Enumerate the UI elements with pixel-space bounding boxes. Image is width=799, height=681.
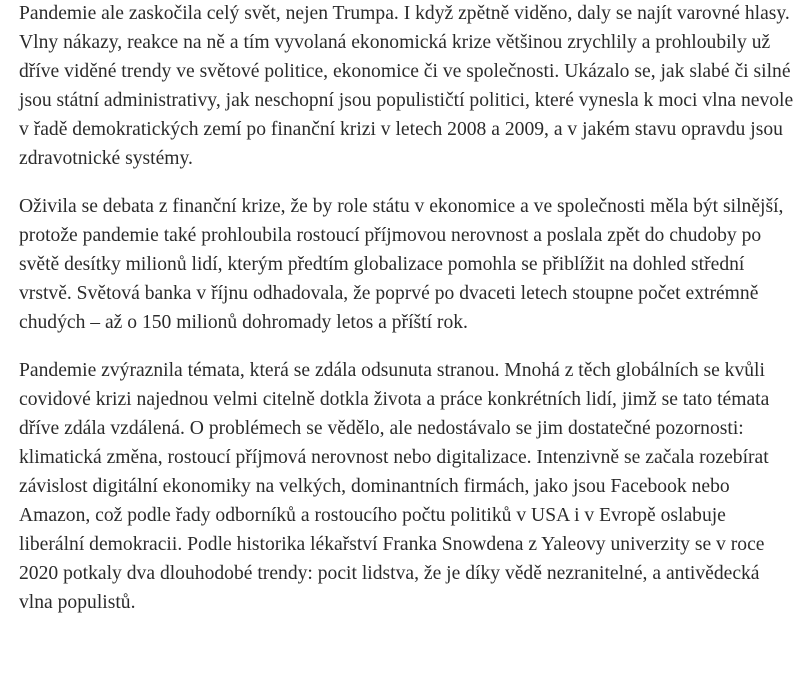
paragraph-1: Pandemie ale zaskočila celý svět, nejen Trumpa. I když zpětně viděno, daly se najít varovné hlasy. Vlny nákazy, reakce na ně a tím vyvolaná ekonomická krize většinou zrychlily a prohloubily už dříve viděné trendy ve světové politice, ekonomice či ve společnosti. Ukázalo se, jak slabé či silné jsou státní administrativy, jak neschopní jsou populističtí politici, které vynesla k moci vlna nevole v řadě demokratických zemí po finanční krizi v letech 2008 a 2009, a v jakém stavu opravdu jsou zdravotnické systémy.: [19, 3, 794, 169]
paragraph-3: Pandemie zvýraznila témata, která se zdála odsunuta stranou. Mnohá z těch globálních se kvůli covidové krizi najednou velmi citelně dotkla života a práce konkrétních lidí, jimž se tato témata dříve zdála vzdálená. O problémech se vědělo, ale nedostávalo se jim dostatečné pozornosti: klimatická změna, rostoucí příjmová nerovnost nebo digitalizace. Intenzivně se začala rozebírat závislost digitální ekonomiky na velkých, dominantních firmách, jako jsou Facebook nebo Amazon, což podle řady odborníků a rostoucího počtu politiků v USA i v Evropě oslabuje liberální demokracii. Podle historika lékařství Franka Snowdena z Yaleovy univerzity se v roce 2020 potkaly dva dlouhodobé trendy: pocit lidstva, že je díky vědě nezranitelné, a antivědecká vlna populistů.: [19, 360, 770, 613]
article-body: [19, 0, 795, 636]
paragraph-2: Oživila se debata z finanční krize, že by role státu v ekonomice a ve společnosti měla být silnější, protože pandemie také prohloubila rostoucí příjmovou nerovnost a poslala zpět do chudoby po světě desítky milionů lidí, kterým předtím globalizace pomohla se přiblížit na dohled střední vrstvě. Světová banka v říjnu odhadovala, že poprvé po dvaceti letech stoupne počet extrémně chudých – až o 150 milionů dohromady letos a příští rok.: [19, 196, 784, 333]
